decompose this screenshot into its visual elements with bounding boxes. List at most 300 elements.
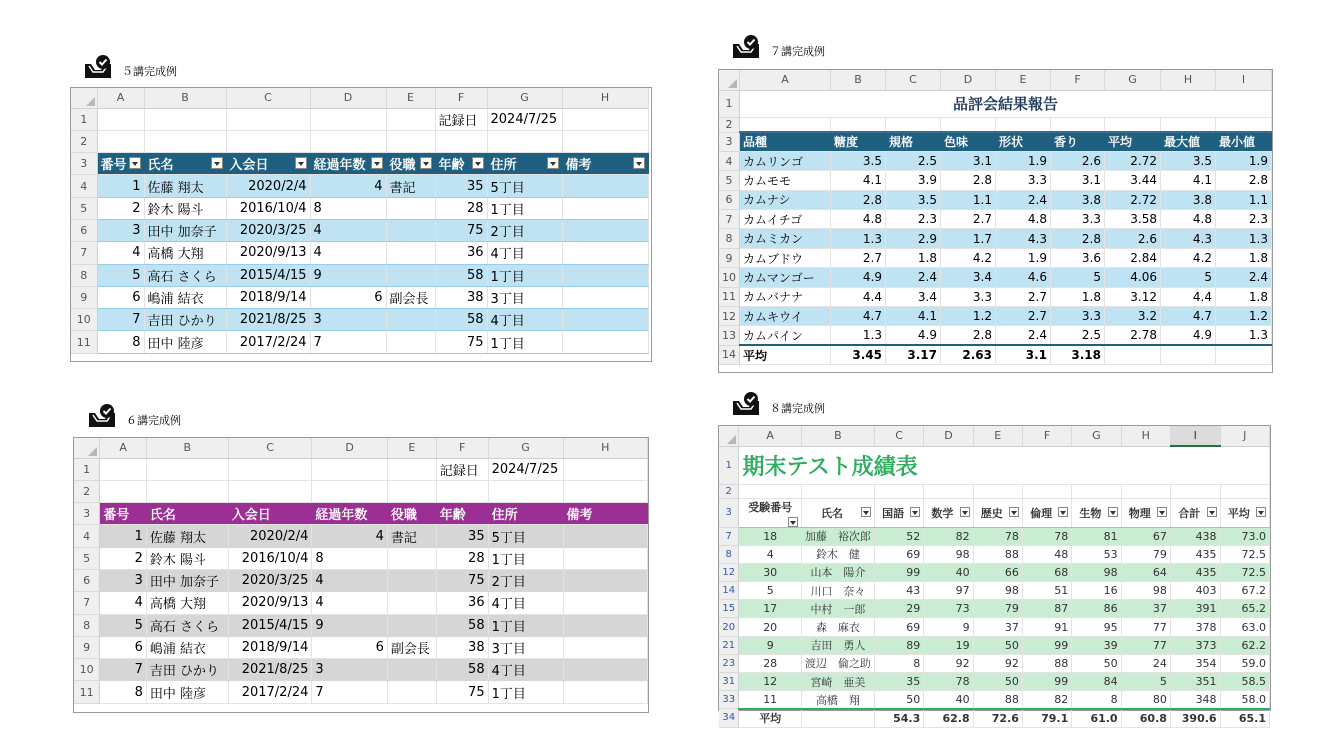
cell-age[interactable]: 58 bbox=[436, 614, 488, 636]
table-header-cell[interactable] bbox=[739, 498, 801, 527]
sort-filter-icon[interactable] bbox=[1256, 507, 1266, 517]
filter-dropdown-icon[interactable] bbox=[295, 157, 307, 169]
cell-age[interactable]: 75 bbox=[436, 569, 488, 591]
column-header[interactable]: D bbox=[310, 88, 386, 108]
cell-join-date[interactable]: 2021/8/25 bbox=[228, 659, 312, 681]
cell-join-date[interactable]: 2016/10/4 bbox=[228, 547, 312, 569]
cell-score[interactable]: 378 bbox=[1170, 618, 1220, 636]
column-header[interactable]: I bbox=[1170, 426, 1220, 446]
cell-name[interactable]: 高橋 大翔 bbox=[144, 242, 226, 264]
cell-variety[interactable]: カムリンゴ bbox=[740, 151, 831, 170]
cell[interactable] bbox=[563, 614, 647, 636]
cell[interactable] bbox=[941, 117, 996, 132]
cell-years[interactable]: 4 bbox=[310, 219, 386, 241]
column-header[interactable]: H bbox=[563, 438, 647, 458]
cell-score[interactable]: 78 bbox=[1022, 527, 1071, 545]
cell-score[interactable]: 24 bbox=[1121, 654, 1170, 672]
cell-number[interactable]: 5 bbox=[100, 614, 147, 636]
cell-student-name[interactable]: 森 麻衣 bbox=[801, 618, 874, 636]
cell[interactable] bbox=[563, 525, 647, 547]
cell[interactable] bbox=[562, 309, 648, 331]
column-header[interactable]: E bbox=[386, 88, 435, 108]
table-header-cell[interactable] bbox=[487, 153, 562, 175]
table-header-cell[interactable] bbox=[1170, 498, 1220, 527]
cell-score[interactable]: 4.3 bbox=[1161, 229, 1216, 248]
cell-score[interactable]: 351 bbox=[1170, 673, 1220, 691]
column-header[interactable]: C bbox=[226, 88, 310, 108]
cell-score[interactable]: 77 bbox=[1121, 636, 1170, 654]
cell-exam-number[interactable]: 5 bbox=[739, 582, 801, 600]
row-header[interactable]: 1 bbox=[74, 458, 100, 480]
cell-average[interactable]: 54.3 bbox=[874, 709, 923, 727]
cell-score[interactable]: 81 bbox=[1072, 527, 1121, 545]
cell[interactable] bbox=[562, 108, 648, 130]
cell-score[interactable]: 4.7 bbox=[1161, 307, 1216, 326]
row-header[interactable]: 14 bbox=[719, 582, 739, 600]
cell-score[interactable]: 8 bbox=[1072, 691, 1121, 709]
cell-position[interactable] bbox=[386, 197, 435, 219]
cell-score[interactable]: 435 bbox=[1170, 545, 1220, 563]
cell[interactable] bbox=[562, 197, 648, 219]
cell-name[interactable]: 高橋 大翔 bbox=[146, 592, 228, 614]
table-header-cell[interactable] bbox=[874, 498, 923, 527]
row-header[interactable]: 11 bbox=[71, 331, 97, 353]
cell[interactable] bbox=[146, 480, 228, 502]
cell-score[interactable]: 2.3 bbox=[886, 210, 941, 229]
cell-name[interactable]: 佐藤 翔太 bbox=[144, 175, 226, 197]
filter-dropdown-icon[interactable] bbox=[371, 157, 383, 169]
cell-score[interactable]: 2.7 bbox=[996, 287, 1051, 306]
cell-join-date[interactable]: 2020/2/4 bbox=[228, 525, 312, 547]
cell-score[interactable]: 37 bbox=[973, 618, 1022, 636]
cell-score[interactable]: 1.3 bbox=[831, 229, 886, 248]
cell-score[interactable]: 2.4 bbox=[996, 326, 1051, 345]
row-header[interactable]: 2 bbox=[719, 117, 740, 132]
cell-average[interactable] bbox=[1105, 345, 1161, 364]
cell-score[interactable]: 1.9 bbox=[996, 248, 1051, 267]
row-header[interactable]: 2 bbox=[719, 484, 739, 498]
cell-score[interactable]: 37 bbox=[1121, 600, 1170, 618]
cell[interactable] bbox=[973, 484, 1022, 498]
cell-age[interactable]: 75 bbox=[435, 331, 487, 353]
table-header-cell[interactable]: 糖度 bbox=[831, 132, 886, 151]
cell-years[interactable]: 4 bbox=[312, 569, 387, 591]
cell-join-date[interactable]: 2018/9/14 bbox=[228, 636, 312, 658]
cell-score[interactable]: 79 bbox=[1121, 545, 1170, 563]
cell[interactable] bbox=[562, 175, 648, 197]
cell[interactable] bbox=[740, 117, 831, 132]
cell-join-date[interactable]: 2020/3/25 bbox=[226, 219, 310, 241]
cell-number[interactable]: 1 bbox=[100, 525, 147, 547]
cell-score[interactable]: 3.8 bbox=[1161, 190, 1216, 209]
cell[interactable] bbox=[1220, 484, 1269, 498]
cell-address[interactable]: 4丁目 bbox=[487, 309, 562, 331]
filter-dropdown-icon[interactable] bbox=[861, 507, 871, 517]
cell[interactable] bbox=[386, 108, 435, 130]
select-all-corner[interactable] bbox=[74, 438, 100, 458]
row-header[interactable]: 7 bbox=[71, 242, 97, 264]
cell-join-date[interactable]: 2018/9/14 bbox=[226, 286, 310, 308]
cell[interactable] bbox=[226, 108, 310, 130]
cell-position[interactable]: 副会長 bbox=[386, 286, 435, 308]
cell-age[interactable]: 58 bbox=[435, 309, 487, 331]
cell-age[interactable]: 35 bbox=[435, 175, 487, 197]
table-header-cell[interactable]: 規格 bbox=[886, 132, 941, 151]
cell-average[interactable]: 65.1 bbox=[1220, 709, 1269, 727]
column-header[interactable]: E bbox=[996, 70, 1051, 90]
table-header-cell[interactable] bbox=[563, 503, 647, 525]
cell-score[interactable]: 3.1 bbox=[941, 151, 996, 170]
column-header[interactable]: D bbox=[312, 438, 387, 458]
filter-dropdown-icon[interactable] bbox=[788, 517, 798, 527]
cell-score[interactable]: 63.0 bbox=[1220, 618, 1269, 636]
row-header[interactable]: 23 bbox=[719, 654, 739, 672]
table-header-cell[interactable]: 色味 bbox=[941, 132, 996, 151]
filter-dropdown-icon[interactable] bbox=[1009, 507, 1019, 517]
cell-position[interactable] bbox=[387, 592, 436, 614]
cell-score[interactable]: 3.3 bbox=[996, 171, 1051, 190]
table-header-cell[interactable] bbox=[310, 153, 386, 175]
cell-score[interactable]: 62.2 bbox=[1220, 636, 1269, 654]
cell-years[interactable]: 4 bbox=[312, 525, 387, 547]
cell-number[interactable]: 2 bbox=[97, 197, 144, 219]
column-header[interactable]: E bbox=[973, 426, 1022, 446]
cell-score[interactable]: 50 bbox=[973, 673, 1022, 691]
cell[interactable] bbox=[1072, 484, 1121, 498]
cell-address[interactable]: 5丁目 bbox=[487, 175, 562, 197]
cell-years[interactable]: 3 bbox=[310, 309, 386, 331]
cell-join-date[interactable]: 2020/9/13 bbox=[228, 592, 312, 614]
record-label[interactable]: 記録日 bbox=[436, 458, 488, 480]
cell-address[interactable]: 1丁目 bbox=[487, 264, 562, 286]
cell-student-name[interactable]: 川口 奈々 bbox=[801, 582, 874, 600]
cell-number[interactable]: 5 bbox=[97, 264, 144, 286]
cell-score[interactable]: 1.8 bbox=[1216, 287, 1272, 306]
cell-years[interactable]: 4 bbox=[310, 175, 386, 197]
cell-years[interactable]: 7 bbox=[312, 681, 387, 703]
cell-score[interactable]: 438 bbox=[1170, 527, 1220, 545]
cell-score[interactable]: 3.9 bbox=[886, 171, 941, 190]
cell-score[interactable]: 2.72 bbox=[1105, 190, 1161, 209]
table-header-cell[interactable]: 平均 bbox=[1105, 132, 1161, 151]
cell-score[interactable]: 40 bbox=[924, 691, 973, 709]
cell-score[interactable]: 98 bbox=[924, 545, 973, 563]
cell-number[interactable]: 6 bbox=[97, 286, 144, 308]
cell[interactable] bbox=[1022, 484, 1071, 498]
cell-average[interactable]: 3.17 bbox=[886, 345, 941, 364]
cell[interactable] bbox=[1170, 484, 1220, 498]
row-header[interactable]: 14 bbox=[719, 345, 740, 364]
cell-score[interactable]: 3.4 bbox=[941, 268, 996, 287]
table-header-cell[interactable] bbox=[100, 503, 147, 525]
cell[interactable] bbox=[563, 458, 647, 480]
column-header[interactable]: E bbox=[387, 438, 436, 458]
select-all-corner[interactable] bbox=[719, 70, 740, 90]
cell-average[interactable]: 72.6 bbox=[973, 709, 1022, 727]
cell-join-date[interactable]: 2015/4/15 bbox=[228, 614, 312, 636]
cell-average[interactable]: 60.8 bbox=[1121, 709, 1170, 727]
cell[interactable] bbox=[310, 108, 386, 130]
cell-score[interactable]: 3.44 bbox=[1105, 171, 1161, 190]
cell-name[interactable]: 吉田 ひかり bbox=[144, 309, 226, 331]
cell-age[interactable]: 58 bbox=[436, 659, 488, 681]
cell-score[interactable]: 3.6 bbox=[1051, 248, 1105, 267]
cell-variety[interactable]: カムキウイ bbox=[740, 307, 831, 326]
cell-score[interactable]: 87 bbox=[1022, 600, 1071, 618]
cell-score[interactable]: 50 bbox=[973, 636, 1022, 654]
cell-score[interactable]: 4.8 bbox=[996, 210, 1051, 229]
row-header[interactable]: 4 bbox=[719, 151, 740, 170]
cell-score[interactable]: 391 bbox=[1170, 600, 1220, 618]
cell-score[interactable]: 3.5 bbox=[831, 151, 886, 170]
row-header[interactable]: 33 bbox=[719, 691, 739, 709]
cell-age[interactable]: 35 bbox=[436, 525, 488, 547]
cell-years[interactable]: 6 bbox=[312, 636, 387, 658]
cell-years[interactable]: 8 bbox=[312, 547, 387, 569]
cell-variety[interactable]: カムブドウ bbox=[740, 248, 831, 267]
cell-join-date[interactable]: 2017/2/24 bbox=[228, 681, 312, 703]
cell-address[interactable]: 2丁目 bbox=[487, 219, 562, 241]
cell-score[interactable]: 4.2 bbox=[941, 248, 996, 267]
cell-score[interactable]: 2.8 bbox=[1051, 229, 1105, 248]
record-date[interactable]: 2024/7/25 bbox=[488, 458, 563, 480]
cell-score[interactable]: 4.9 bbox=[886, 326, 941, 345]
cell[interactable] bbox=[387, 480, 436, 502]
cell-age[interactable]: 36 bbox=[435, 242, 487, 264]
column-header[interactable]: F bbox=[1051, 70, 1105, 90]
cell-position[interactable]: 副会長 bbox=[387, 636, 436, 658]
cell-score[interactable]: 98 bbox=[1072, 563, 1121, 581]
cell-years[interactable]: 7 bbox=[310, 331, 386, 353]
cell-score[interactable]: 69 bbox=[874, 545, 923, 563]
cell-score[interactable]: 1.1 bbox=[1216, 190, 1272, 209]
cell-position[interactable] bbox=[386, 331, 435, 353]
cell-score[interactable]: 82 bbox=[924, 527, 973, 545]
column-header[interactable]: D bbox=[941, 70, 996, 90]
cell-score[interactable]: 1.2 bbox=[941, 307, 996, 326]
cell-student-name[interactable]: 吉田 勇人 bbox=[801, 636, 874, 654]
cell-exam-number[interactable]: 30 bbox=[739, 563, 801, 581]
cell-age[interactable]: 75 bbox=[436, 681, 488, 703]
cell[interactable] bbox=[739, 484, 801, 498]
cell[interactable] bbox=[563, 659, 647, 681]
table-header-cell[interactable] bbox=[924, 498, 973, 527]
cell-score[interactable]: 3.4 bbox=[886, 287, 941, 306]
cell-years[interactable]: 4 bbox=[312, 592, 387, 614]
cell-score[interactable]: 43 bbox=[874, 582, 923, 600]
cell-average[interactable]: 2.63 bbox=[941, 345, 996, 364]
column-header[interactable]: A bbox=[100, 438, 147, 458]
cell[interactable] bbox=[435, 130, 487, 152]
cell-score[interactable]: 29 bbox=[874, 600, 923, 618]
cell-position[interactable] bbox=[387, 659, 436, 681]
filter-dropdown-icon[interactable] bbox=[1108, 507, 1118, 517]
column-header[interactable]: B bbox=[144, 88, 226, 108]
cell[interactable] bbox=[996, 117, 1051, 132]
cell-exam-number[interactable]: 28 bbox=[739, 654, 801, 672]
cell-position[interactable] bbox=[387, 547, 436, 569]
cell-years[interactable]: 8 bbox=[310, 197, 386, 219]
cell-score[interactable]: 48 bbox=[1022, 545, 1071, 563]
cell-name[interactable]: 佐藤 翔太 bbox=[146, 525, 228, 547]
row-header[interactable]: 7 bbox=[719, 210, 740, 229]
cell-score[interactable]: 4.6 bbox=[996, 268, 1051, 287]
cell[interactable] bbox=[563, 636, 647, 658]
cell-score[interactable]: 3.8 bbox=[1051, 190, 1105, 209]
table-header-cell[interactable] bbox=[226, 153, 310, 175]
row-header[interactable]: 6 bbox=[74, 569, 100, 591]
cell-variety[interactable]: カムマンゴー bbox=[740, 268, 831, 287]
cell-years[interactable]: 9 bbox=[312, 614, 387, 636]
cell-address[interactable]: 1丁目 bbox=[488, 681, 563, 703]
cell-average[interactable]: 3.1 bbox=[996, 345, 1051, 364]
cell-join-date[interactable]: 2020/2/4 bbox=[226, 175, 310, 197]
cell[interactable] bbox=[563, 681, 647, 703]
cell-exam-number[interactable]: 17 bbox=[739, 600, 801, 618]
cell-score[interactable]: 65.2 bbox=[1220, 600, 1269, 618]
cell-average[interactable]: 61.0 bbox=[1072, 709, 1121, 727]
cell-score[interactable]: 403 bbox=[1170, 582, 1220, 600]
avg-label[interactable]: 平均 bbox=[739, 709, 801, 727]
cell-exam-number[interactable]: 11 bbox=[739, 691, 801, 709]
cell-score[interactable]: 2.6 bbox=[1105, 229, 1161, 248]
cell-address[interactable]: 1丁目 bbox=[488, 547, 563, 569]
cell[interactable] bbox=[228, 480, 312, 502]
cell-score[interactable]: 92 bbox=[973, 654, 1022, 672]
filter-dropdown-icon[interactable] bbox=[1157, 507, 1167, 517]
row-header[interactable]: 1 bbox=[719, 446, 739, 484]
row-header[interactable]: 9 bbox=[74, 636, 100, 658]
cell[interactable] bbox=[1051, 117, 1105, 132]
cell[interactable] bbox=[487, 130, 562, 152]
cell-student-name[interactable]: 山本 陽介 bbox=[801, 563, 874, 581]
filter-dropdown-icon[interactable] bbox=[633, 157, 645, 169]
cell-score[interactable]: 92 bbox=[924, 654, 973, 672]
cell-student-name[interactable]: 高橋 翔 bbox=[801, 691, 874, 709]
cell[interactable] bbox=[886, 117, 941, 132]
cell-score[interactable]: 5 bbox=[1161, 268, 1216, 287]
cell-average[interactable] bbox=[801, 709, 874, 727]
cell-exam-number[interactable]: 18 bbox=[739, 527, 801, 545]
cell-address[interactable]: 3丁目 bbox=[487, 286, 562, 308]
cell-variety[interactable]: カムバナナ bbox=[740, 287, 831, 306]
row-header[interactable]: 6 bbox=[719, 190, 740, 209]
table-header-cell[interactable]: 香り bbox=[1051, 132, 1105, 151]
cell-score[interactable]: 1.7 bbox=[941, 229, 996, 248]
row-header[interactable]: 5 bbox=[719, 171, 740, 190]
row-header[interactable]: 8 bbox=[74, 614, 100, 636]
column-header[interactable]: H bbox=[1161, 70, 1216, 90]
row-header[interactable]: 11 bbox=[719, 287, 740, 306]
cell[interactable] bbox=[563, 480, 647, 502]
table-header-cell[interactable] bbox=[228, 503, 312, 525]
cell-score[interactable]: 58.0 bbox=[1220, 691, 1269, 709]
cell[interactable] bbox=[488, 480, 563, 502]
column-header[interactable]: B bbox=[831, 70, 886, 90]
cell[interactable] bbox=[562, 331, 648, 353]
row-header[interactable]: 4 bbox=[74, 525, 100, 547]
row-header[interactable]: 7 bbox=[74, 592, 100, 614]
cell-average[interactable]: 390.6 bbox=[1170, 709, 1220, 727]
table-header-cell[interactable] bbox=[435, 153, 487, 175]
cell-address[interactable]: 4丁目 bbox=[488, 592, 563, 614]
cell-position[interactable] bbox=[386, 309, 435, 331]
cell-score[interactable]: 1.1 bbox=[941, 190, 996, 209]
cell-score[interactable]: 19 bbox=[924, 636, 973, 654]
cell-score[interactable]: 3.58 bbox=[1105, 210, 1161, 229]
cell-score[interactable]: 1.2 bbox=[1216, 307, 1272, 326]
row-header[interactable]: 10 bbox=[719, 268, 740, 287]
cell-name[interactable]: 高石 さくら bbox=[146, 614, 228, 636]
cell-score[interactable]: 373 bbox=[1170, 636, 1220, 654]
cell-average[interactable] bbox=[1216, 345, 1272, 364]
column-header[interactable]: I bbox=[1216, 70, 1272, 90]
cell-position[interactable] bbox=[386, 264, 435, 286]
row-header[interactable]: 2 bbox=[74, 480, 100, 502]
cell-address[interactable]: 4丁目 bbox=[488, 659, 563, 681]
cell-age[interactable]: 58 bbox=[435, 264, 487, 286]
cell-score[interactable]: 4.1 bbox=[886, 307, 941, 326]
cell-student-name[interactable]: 加藤 裕次郎 bbox=[801, 527, 874, 545]
cell[interactable] bbox=[562, 264, 648, 286]
cell-score[interactable]: 51 bbox=[1022, 582, 1071, 600]
cell-exam-number[interactable]: 4 bbox=[739, 545, 801, 563]
cell-number[interactable]: 3 bbox=[97, 219, 144, 241]
column-header[interactable]: C bbox=[228, 438, 312, 458]
cell-score[interactable]: 16 bbox=[1072, 582, 1121, 600]
select-all-corner[interactable] bbox=[71, 88, 97, 108]
cell[interactable] bbox=[831, 117, 886, 132]
record-label[interactable]: 記録日 bbox=[435, 108, 487, 130]
cell-age[interactable]: 38 bbox=[436, 636, 488, 658]
cell-age[interactable]: 28 bbox=[435, 197, 487, 219]
cell-score[interactable]: 67.2 bbox=[1220, 582, 1269, 600]
cell-score[interactable]: 4.06 bbox=[1105, 268, 1161, 287]
cell-number[interactable]: 7 bbox=[100, 659, 147, 681]
cell-score[interactable]: 4.9 bbox=[831, 268, 886, 287]
cell-score[interactable]: 4.8 bbox=[831, 210, 886, 229]
row-header[interactable]: 3 bbox=[719, 132, 740, 151]
cell-variety[interactable]: カムパイン bbox=[740, 326, 831, 345]
cell-score[interactable]: 2.8 bbox=[831, 190, 886, 209]
cell-score[interactable]: 348 bbox=[1170, 691, 1220, 709]
cell-score[interactable]: 84 bbox=[1072, 673, 1121, 691]
cell-score[interactable]: 99 bbox=[1022, 673, 1071, 691]
cell-score[interactable]: 1.3 bbox=[831, 326, 886, 345]
cell[interactable] bbox=[386, 130, 435, 152]
cell-score[interactable]: 2.9 bbox=[886, 229, 941, 248]
cell-number[interactable]: 2 bbox=[100, 547, 147, 569]
cell[interactable] bbox=[100, 480, 147, 502]
cell-years[interactable]: 6 bbox=[310, 286, 386, 308]
cell[interactable] bbox=[562, 242, 648, 264]
cell-score[interactable]: 64 bbox=[1121, 563, 1170, 581]
cell-address[interactable]: 4丁目 bbox=[487, 242, 562, 264]
cell[interactable] bbox=[563, 592, 647, 614]
cell-number[interactable]: 8 bbox=[100, 681, 147, 703]
cell[interactable] bbox=[312, 458, 387, 480]
cell[interactable] bbox=[924, 484, 973, 498]
cell-score[interactable]: 2.4 bbox=[996, 190, 1051, 209]
cell-score[interactable]: 2.78 bbox=[1105, 326, 1161, 345]
cell-score[interactable]: 35 bbox=[874, 673, 923, 691]
cell-score[interactable]: 3.3 bbox=[941, 287, 996, 306]
cell-score[interactable]: 91 bbox=[1022, 618, 1071, 636]
filter-dropdown-icon[interactable] bbox=[1058, 507, 1068, 517]
cell[interactable] bbox=[97, 130, 144, 152]
table-header-cell[interactable] bbox=[801, 498, 874, 527]
table-header-cell[interactable] bbox=[1072, 498, 1121, 527]
